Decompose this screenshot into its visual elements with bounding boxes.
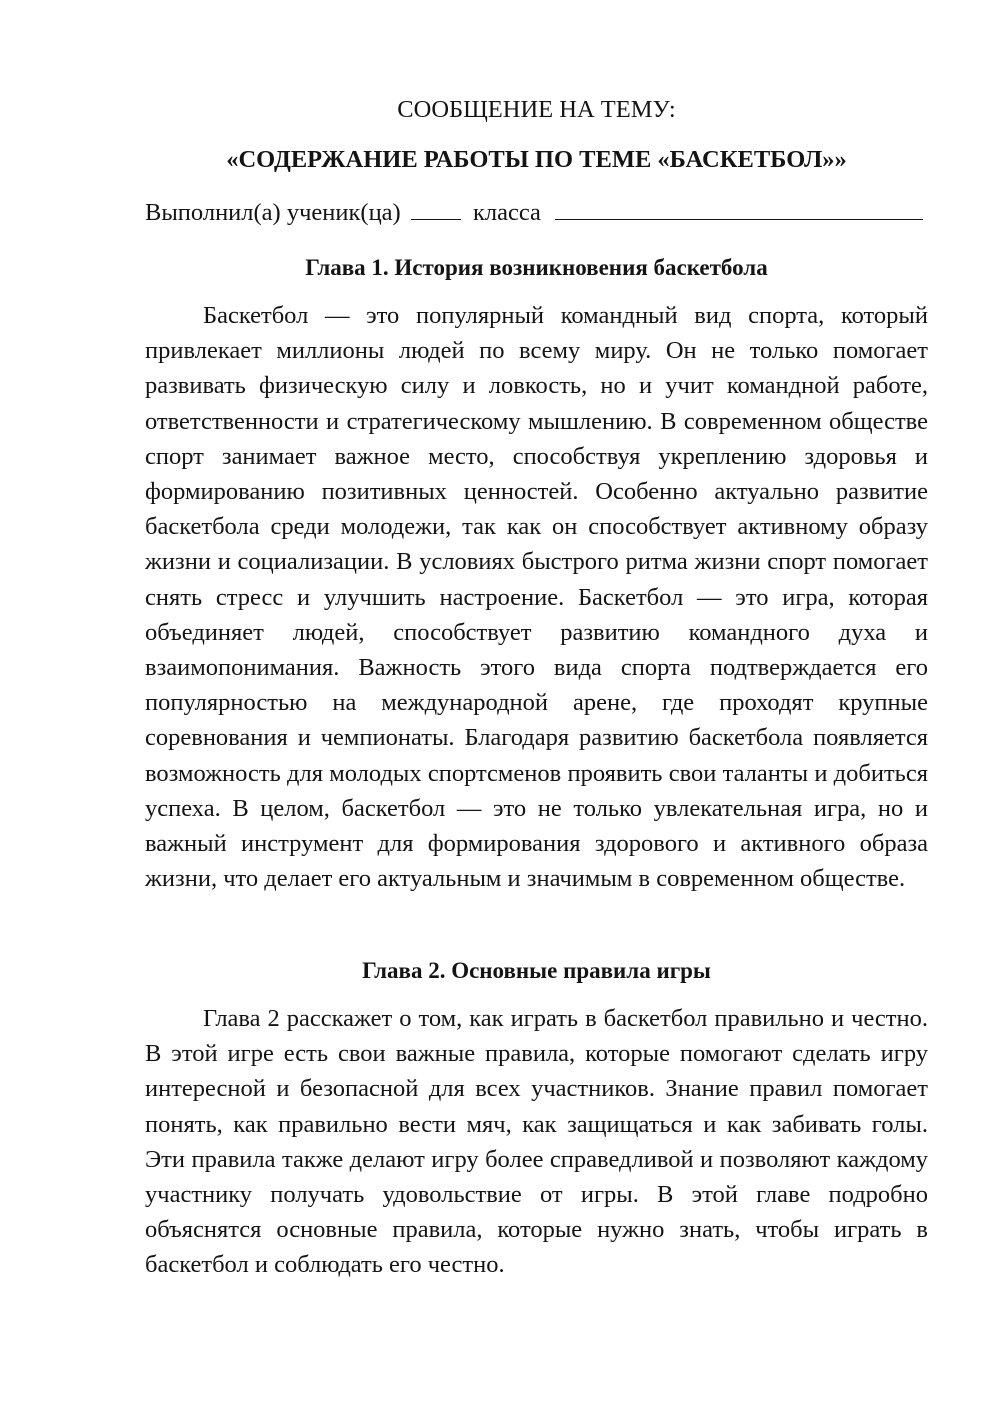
author-prefix: Выполнил(а) ученик(ца): [145, 199, 401, 226]
class-blank-field[interactable]: [411, 197, 461, 220]
chapter-2-heading: Глава 2. Основные правила игры: [362, 958, 711, 983]
chapter-1-paragraph: Баскетбол — это популярный командный вид спорта, который привлекает миллионы людей по всему миру. Он не только помогает развивать физическую силу и ловкость, но и учит командной работе, ответственности и стратегическому мышлению. В современном обществе спорт занимает важное место, способствуя укреплению здоровья и формированию позитивных ценностей. Особенно актуально развитие баскетбола среди молодежи, так как он способствует активному образу жизни и социализации. В условиях быстрого ритма жизни спорт помогает снять стресс и улучшить настроение. Баскетбол — это игра, которая объединяет людей, способствует развитию командного духа и взаимопонимания. Важность этого вида спорта подтверждается его популярностью на международной арене, где проходят крупные соревнования и чемпионаты. Благодаря развитию баскетбола появляется возможность для молодых спортсменов проявить свои таланты и добиться успеха. В целом, баскетбол — это не только увлекательная игра, но и важный инструмент для формирования здорового и активного образа жизни, что делает его актуальным и значимым в современном обществе.: [145, 302, 928, 893]
class-label: класса: [472, 199, 541, 226]
name-blank-field[interactable]: [555, 197, 923, 220]
chapter-1-heading: Глава 1. История возникновения баскетбола: [305, 255, 768, 280]
document-title-line-2: «СОДЕРЖАНИЕ РАБОТЫ ПО ТЕМЕ «БАСКЕТБОЛ»»: [226, 146, 847, 173]
document-title-line-1: СООБЩЕНИЕ НА ТЕМУ:: [397, 96, 676, 123]
author-line: [145, 197, 928, 228]
chapter-2-paragraph: Глава 2 расскажет о том, как играть в баскетбол правильно и честно. В этой игре есть свои важные правила, которые помогают сделать игру интересной и безопасной для всех участников. Знание правил помогает понять, как правильно вести мяч, как защищаться и как забивать голы. Эти правила также делают игру более справедливой и позволяют каждому участнику получать удовольствие от игры. В этой главе подробно объяснятся основные правила, которые нужно знать, чтобы играть в баскетбол и соблюдать его честно.: [145, 1005, 928, 1279]
document-page: [145, 0, 928, 1414]
